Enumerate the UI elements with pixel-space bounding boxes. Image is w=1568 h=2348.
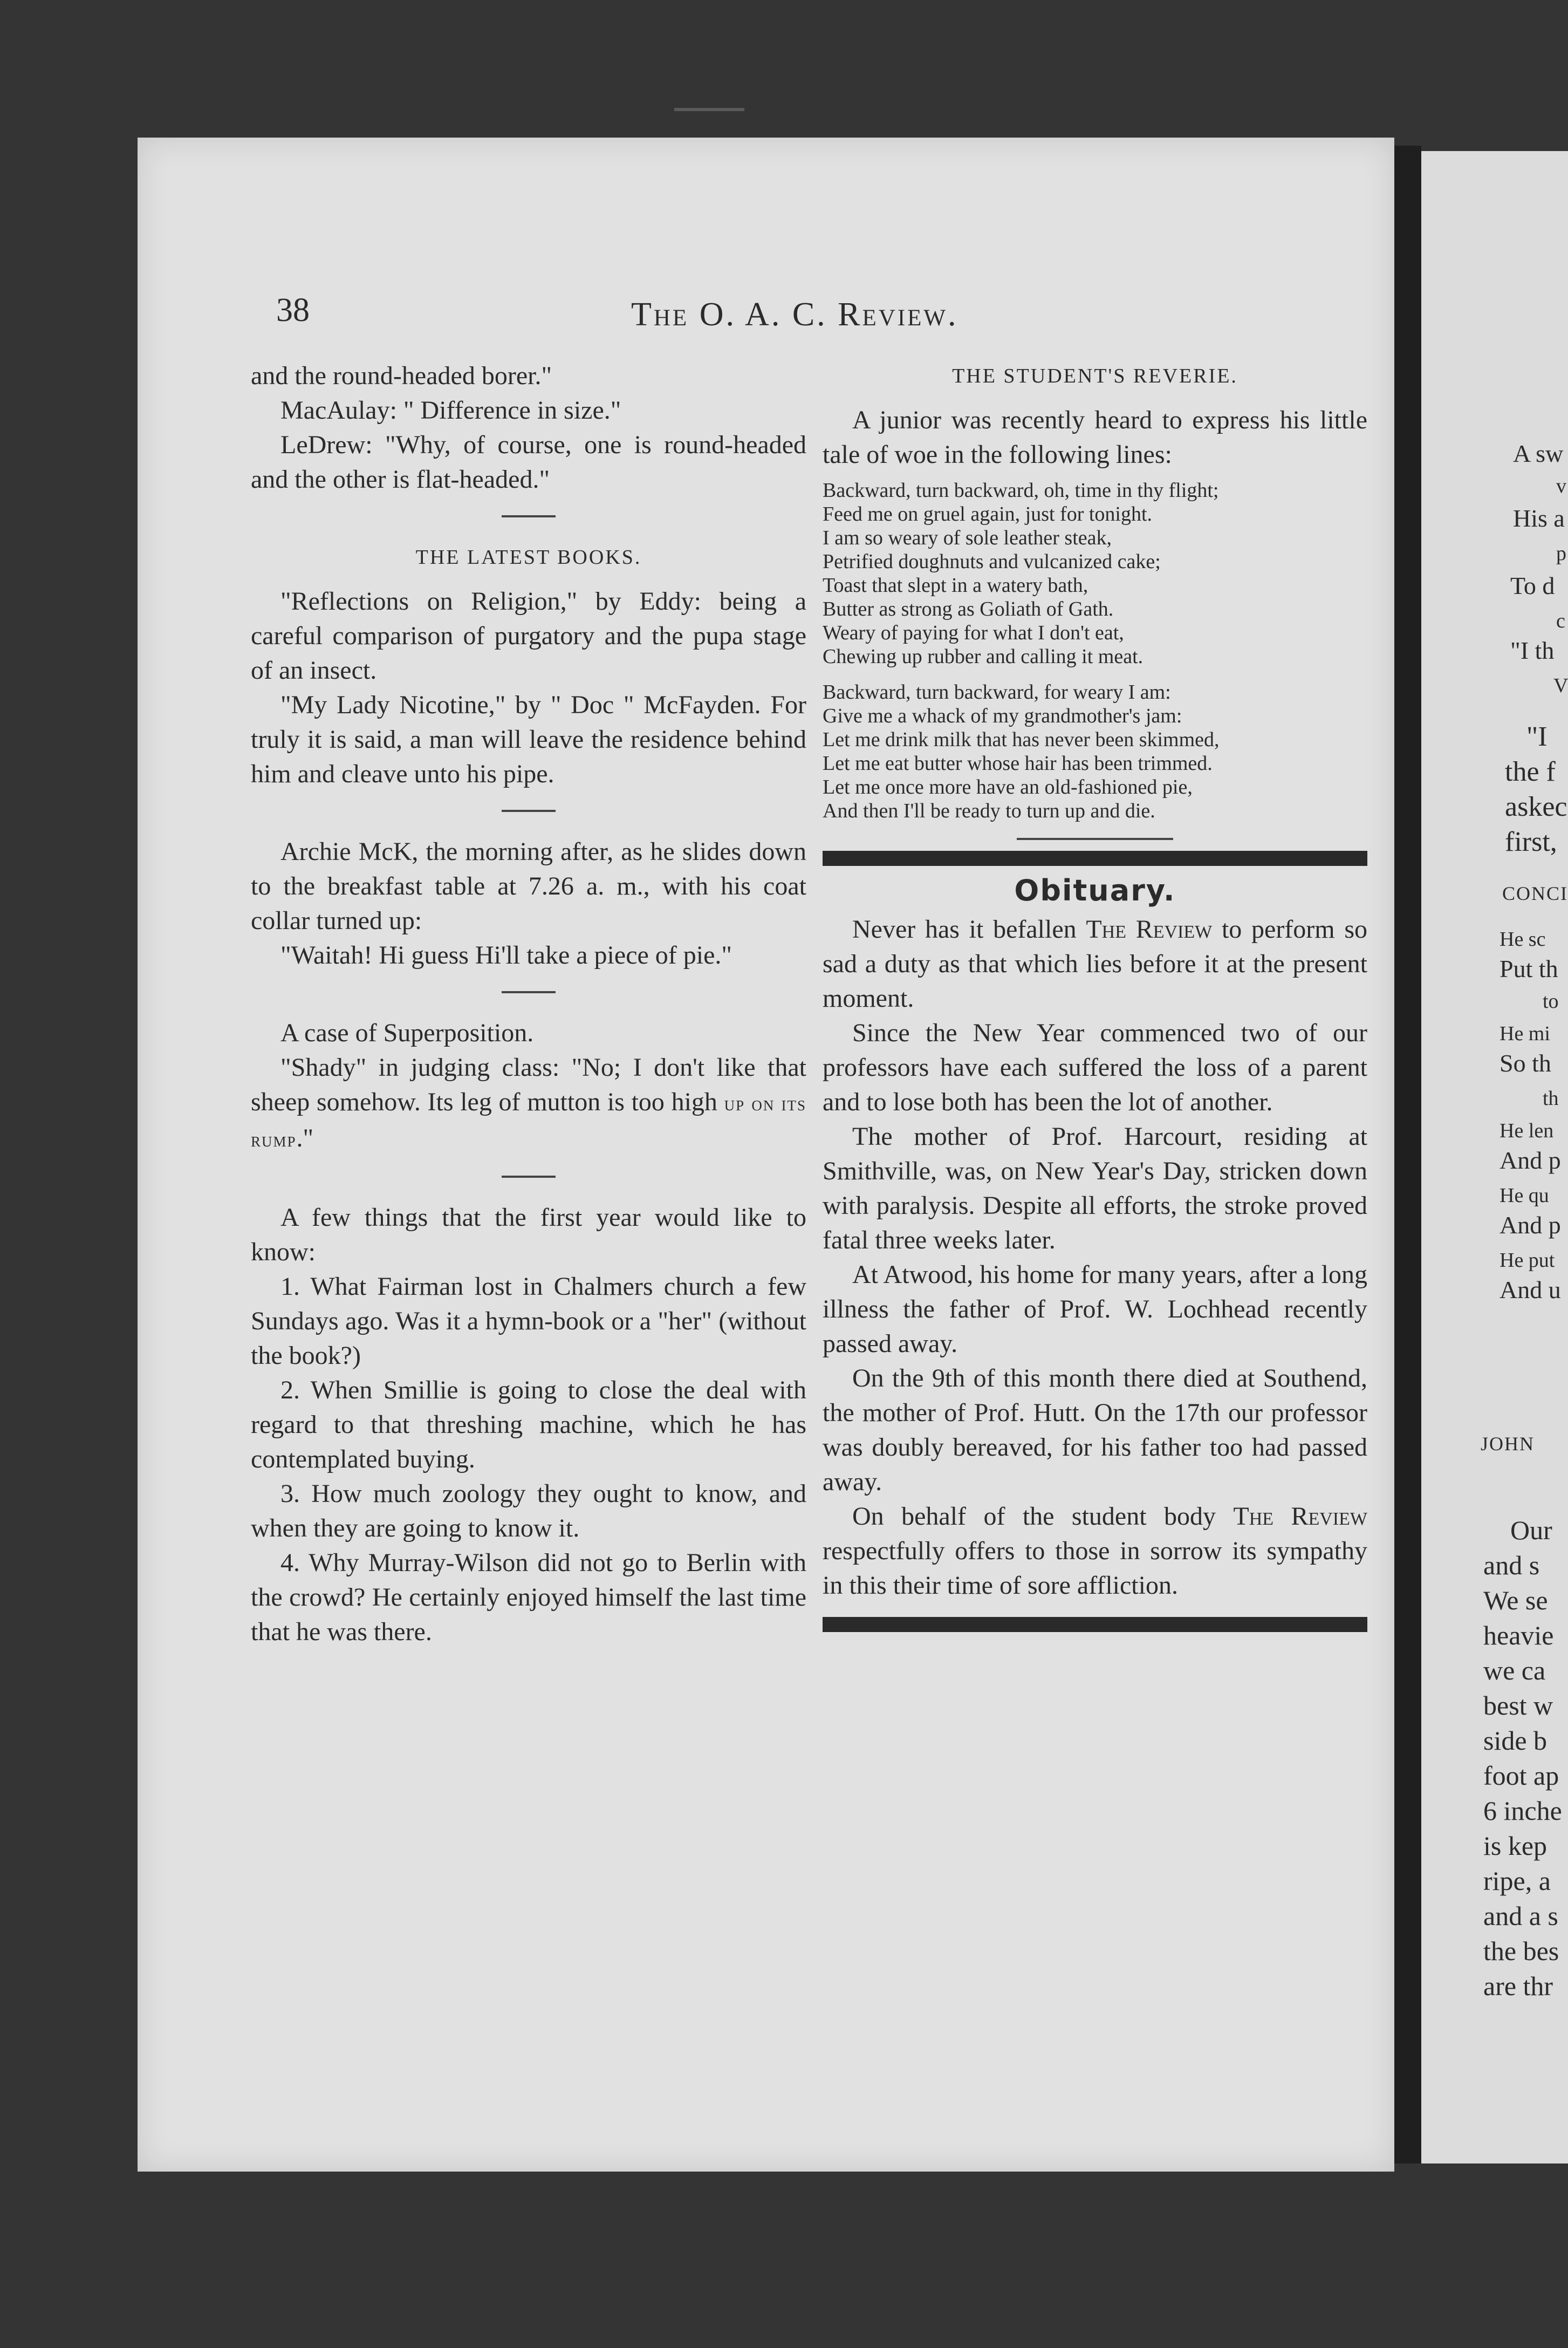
poem-line: Let me once more have an old-fashioned pie, xyxy=(823,776,1193,798)
facing-page-fragment xyxy=(1421,151,1568,2163)
paragraph: "Waitah! Hi guess Hi'll take a piece of pie." xyxy=(280,941,732,970)
poem-line: Petrified doughnuts and vulcanized cake; xyxy=(823,550,1161,573)
facing-fragment: He mi xyxy=(1499,1022,1550,1045)
poem-line: Backward, turn backward, oh, time in thy flight; xyxy=(823,479,1219,502)
page-number: 38 xyxy=(276,292,310,329)
facing-fragment: "I th xyxy=(1510,637,1555,664)
facing-fragment: JOHN xyxy=(1481,1433,1535,1455)
poem-line: Butter as strong as Goliath of Gath. xyxy=(823,598,1114,620)
paragraph: At Atwood, his home for many years, after a long illness the father of Prof. W. Lochhead recently passed away. xyxy=(823,1260,1367,1358)
paragraph: Since the New Year commenced two of our professors have each suffered the loss of a parent and to lose both has been the lot of another. xyxy=(823,1019,1367,1116)
poem xyxy=(823,479,1367,823)
facing-fragment: "I xyxy=(1526,721,1548,752)
facing-fragment: And u xyxy=(1499,1276,1561,1303)
poem-line: Toast that slept in a watery bath, xyxy=(823,574,1088,597)
facing-fragment: c xyxy=(1556,610,1565,632)
paragraph: LeDrew: "Why, of course, one is round-headed and the other is flat-headed." xyxy=(251,431,806,494)
facing-fragment: foot ap xyxy=(1483,1760,1559,1791)
paragraph: Archie McK, the morning after, as he slides down to the breakfast table at 7.26 a. m., with his coat collar turned up: xyxy=(251,837,806,935)
paragraph: A few things that the first year would like to know: xyxy=(251,1203,806,1266)
facing-fragment: p xyxy=(1556,542,1566,565)
facing-fragment: side b xyxy=(1483,1725,1548,1756)
facing-fragment: are thr xyxy=(1483,1971,1553,2001)
facing-fragment: is kep xyxy=(1483,1831,1548,1861)
facing-fragment: th xyxy=(1543,1087,1559,1110)
poem-line: I am so weary of sole leather steak, xyxy=(823,527,1112,549)
right-column xyxy=(823,359,1367,1640)
facing-fragment: To d xyxy=(1510,572,1555,599)
facing-fragment: we ca xyxy=(1483,1655,1546,1685)
paragraph: A junior was recently heard to express his little tale of woe in the following lines: xyxy=(823,406,1367,469)
facing-fragment: A sw xyxy=(1513,440,1564,467)
facing-fragment: He put xyxy=(1499,1249,1555,1272)
paragraph xyxy=(823,1499,1367,1603)
facing-fragment: the bes xyxy=(1483,1936,1559,1966)
section-divider xyxy=(502,991,556,993)
section-divider xyxy=(502,810,556,812)
text-run: On behalf of the student body xyxy=(852,1502,1216,1531)
text-run: Never has it befallen xyxy=(852,915,1077,944)
list-item: 1. What Fairman lost in Chalmers church a few Sundays ago. Was it a hymn-book or a "her" (without the book?) xyxy=(251,1272,806,1370)
facing-fragment: first, xyxy=(1505,827,1557,857)
facing-fragment: He sc xyxy=(1499,928,1546,951)
section-divider xyxy=(502,515,556,517)
paragraph: A case of Superposition. xyxy=(280,1019,534,1047)
binding-gutter xyxy=(1394,146,1421,2163)
section-heading: THE STUDENT'S REVERIE. xyxy=(952,365,1238,387)
facing-fragment: 6 inche xyxy=(1483,1796,1562,1826)
heavy-rule xyxy=(823,1617,1367,1632)
facing-fragment: CONCI xyxy=(1502,883,1568,904)
paragraph: The mother of Prof. Harcourt, residing at Smithville, was, on New Year's Day, stricken down with paralysis. Despite all efforts, the stroke proved fatal three weeks later. xyxy=(823,1122,1367,1254)
list-item: 2. When Smillie is going to close the deal with regard to that threshing machine, which he has contemplated buying. xyxy=(251,1376,806,1473)
list-item: 3. How much zoology they ought to know, and when they are going to know it. xyxy=(251,1479,806,1542)
obituary-heading: Obituary. xyxy=(1014,873,1176,907)
facing-fragment: best w xyxy=(1483,1690,1553,1721)
paragraph xyxy=(251,1050,806,1157)
paragraph: MacAulay: " Difference in size." xyxy=(280,396,621,425)
facing-fragment: askec xyxy=(1505,791,1567,822)
running-head xyxy=(0,291,1394,340)
paragraph: On the 9th of this month there died at Southend, the mother of Prof. Hutt. On the 17th our professor was doubly bereaved, for his father too had passed away. xyxy=(823,1364,1367,1496)
small-caps-text: The Review xyxy=(1086,915,1213,944)
left-column xyxy=(251,359,806,1649)
section-divider xyxy=(502,1176,556,1178)
facing-fragment: We se xyxy=(1483,1585,1548,1615)
text-run: "Shady" in judging class: "No; I don't like that sheep somehow. Its leg of mutton is too high xyxy=(251,1053,806,1116)
facing-fragment: Put th xyxy=(1499,955,1558,982)
facing-fragment: V xyxy=(1553,674,1568,697)
poem-line: And then I'll be ready to turn up and die. xyxy=(823,800,1155,822)
small-caps-text: The Review xyxy=(1233,1502,1367,1531)
paragraph xyxy=(823,912,1367,1016)
facing-fragment: Our xyxy=(1510,1515,1552,1545)
journal-title: The O. A. C. Review. xyxy=(631,296,958,333)
poem-line: Weary of paying for what I don't eat, xyxy=(823,622,1124,644)
poem-line: Let me drink milk that has never been skimmed, xyxy=(823,728,1220,751)
text-run: respectfully offers to those in sorrow its sympathy in this their time of sore affliction. xyxy=(823,1537,1367,1600)
heavy-rule xyxy=(823,851,1367,866)
text-run: to perform so sad a duty as that which lies before it at the present moment. xyxy=(823,915,1368,1013)
facing-fragment: and s xyxy=(1483,1550,1540,1580)
small-caps-text: up on its rump xyxy=(251,1093,807,1151)
facing-fragment: He qu xyxy=(1499,1184,1549,1207)
facing-fragment: the f xyxy=(1505,756,1556,787)
paragraph: and the round-headed borer." xyxy=(251,361,552,390)
facing-fragment: He len xyxy=(1499,1120,1554,1142)
paragraph: "My Lady Nicotine," by " Doc " McFayden. For truly it is said, a man will leave the residence behind him and cleave unto his pipe. xyxy=(251,691,806,788)
facing-fragment: His a xyxy=(1513,504,1565,532)
facing-fragment: ripe, a xyxy=(1483,1866,1551,1896)
top-decorative-rule xyxy=(674,108,744,111)
paragraph: "Reflections on Religion," by Eddy: being a careful comparison of purgatory and the pupa stage of an insect. xyxy=(251,587,806,685)
facing-fragment: And p xyxy=(1499,1211,1561,1239)
section-divider xyxy=(1017,838,1173,840)
poem-line: Let me eat butter whose hair has been trimmed. xyxy=(823,752,1213,775)
text-run: ." xyxy=(296,1124,314,1152)
facing-fragment: So th xyxy=(1499,1049,1551,1077)
section-heading: THE LATEST BOOKS. xyxy=(415,546,642,569)
facing-fragment: And p xyxy=(1499,1146,1561,1174)
poem-line: Backward, turn backward, for weary I am: xyxy=(823,681,1171,704)
facing-fragment: v xyxy=(1556,475,1566,497)
poem-line: Give me a whack of my grandmother's jam: xyxy=(823,705,1182,727)
stanza-break xyxy=(823,668,1367,680)
list-item: 4. Why Murray-Wilson did not go to Berlin with the crowd? He certainly enjoyed himself the last time that he was there. xyxy=(251,1548,806,1646)
facing-fragment: to xyxy=(1543,990,1559,1013)
poem-line: Feed me on gruel again, just for tonight. xyxy=(823,503,1153,525)
facing-fragment: and a s xyxy=(1483,1901,1558,1931)
facing-fragment: heavie xyxy=(1483,1620,1554,1650)
poem-line: Chewing up rubber and calling it meat. xyxy=(823,645,1144,668)
